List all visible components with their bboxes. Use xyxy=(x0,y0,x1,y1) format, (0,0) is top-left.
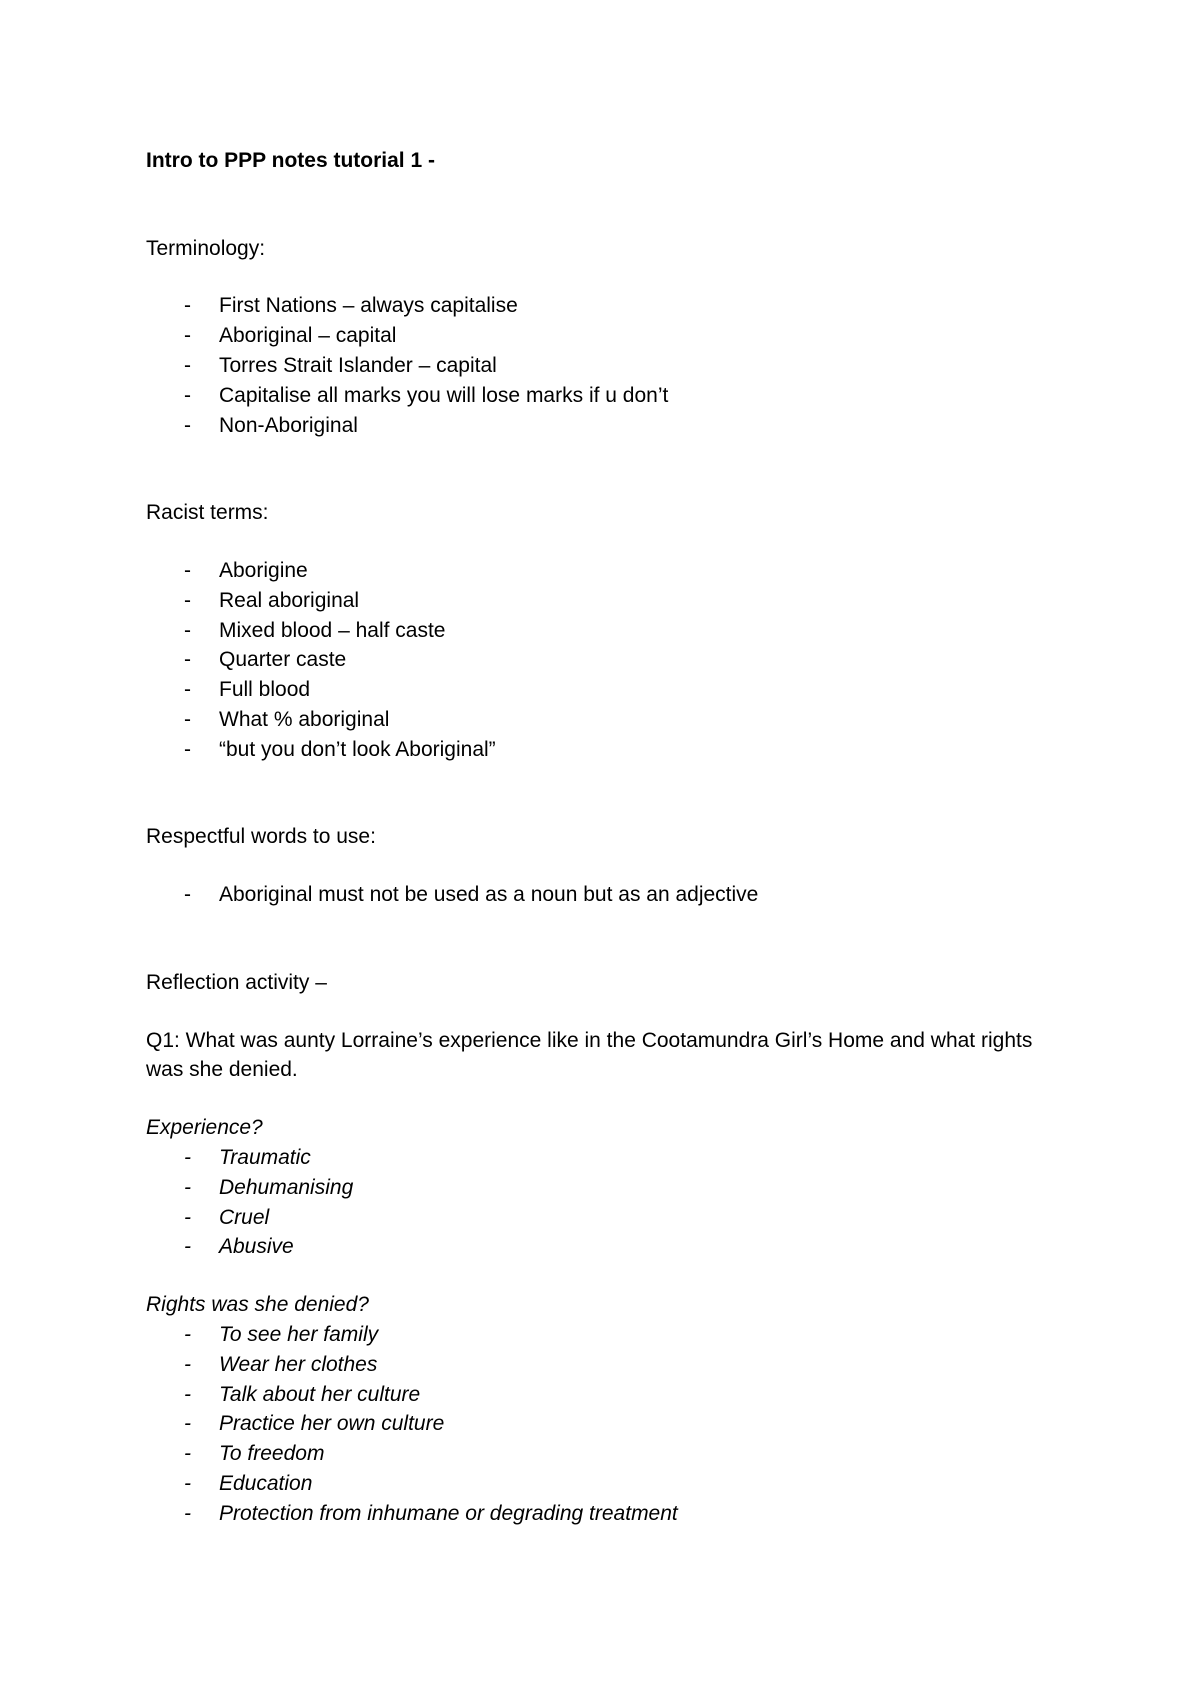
dash-bullet: - xyxy=(184,324,191,348)
dash-bullet: - xyxy=(184,413,191,437)
dash-bullet: - xyxy=(184,618,191,642)
reflection-question: Q1: What was aunty Lorraine’s experience like in the Cootamundra Girl’s Home and what rights was she denied. xyxy=(146,1028,1033,1082)
dash-bullet: - xyxy=(184,1322,191,1346)
list-item: - Traumatic xyxy=(146,1143,1066,1173)
dash-bullet: - xyxy=(184,1175,191,1199)
dash-bullet: - xyxy=(184,737,191,761)
dash-bullet: - xyxy=(184,1501,191,1525)
rights-heading: Rights was she denied? xyxy=(146,1293,369,1317)
experience-heading: Experience? xyxy=(146,1116,263,1140)
list-item: - Aborigine xyxy=(146,556,1066,586)
dash-bullet: - xyxy=(184,558,191,582)
terminology-list xyxy=(146,291,1066,440)
dash-bullet: - xyxy=(184,588,191,612)
dash-bullet: - xyxy=(184,383,191,407)
list-item: - Talk about her culture xyxy=(146,1380,1066,1410)
list-item: - Non-Aboriginal xyxy=(146,411,1066,441)
respectful-words-heading: Respectful words to use: xyxy=(146,825,376,849)
dash-bullet: - xyxy=(184,1382,191,1406)
dash-bullet: - xyxy=(184,353,191,377)
dash-bullet: - xyxy=(184,1412,191,1436)
terminology-heading: Terminology: xyxy=(146,236,266,260)
list-item: - Mixed blood – half caste xyxy=(146,616,1066,646)
racist-terms-heading: Racist terms: xyxy=(146,501,269,525)
dash-bullet: - xyxy=(184,883,191,907)
racist-terms-list xyxy=(146,556,1066,765)
dash-bullet: - xyxy=(184,1442,191,1466)
list-item: - Practice her own culture xyxy=(146,1409,1066,1439)
list-item: - Capitalise all marks you will lose marks if u don’t xyxy=(146,381,1066,411)
dash-bullet: - xyxy=(184,1471,191,1495)
list-item: - Full blood xyxy=(146,675,1066,705)
list-item: - First Nations – always capitalise xyxy=(146,291,1066,321)
list-item: - Protection from inhumane or degrading treatment xyxy=(146,1499,1066,1529)
list-item: - Dehumanising xyxy=(146,1173,1066,1203)
list-item: - Cruel xyxy=(146,1203,1066,1233)
reflection-heading: Reflection activity – xyxy=(146,970,327,994)
respectful-words-list xyxy=(146,880,1066,910)
list-item: - What % aboriginal xyxy=(146,705,1066,735)
list-item: - Torres Strait Islander – capital xyxy=(146,351,1066,381)
list-item: - To freedom xyxy=(146,1439,1066,1469)
list-item: - Education xyxy=(146,1469,1066,1499)
list-item: - Quarter caste xyxy=(146,645,1066,675)
list-item: - Aboriginal – capital xyxy=(146,321,1066,351)
document-content xyxy=(146,146,1066,1528)
list-item: - Abusive xyxy=(146,1232,1066,1262)
dash-bullet: - xyxy=(184,1205,191,1229)
dash-bullet: - xyxy=(184,1235,191,1259)
dash-bullet: - xyxy=(184,648,191,672)
rights-list xyxy=(146,1320,1066,1529)
list-item: - Aboriginal must not be used as a noun but as an adjective xyxy=(146,880,1066,910)
dash-bullet: - xyxy=(184,678,191,702)
list-item: - To see her family xyxy=(146,1320,1066,1350)
list-item: - Real aboriginal xyxy=(146,586,1066,616)
dash-bullet: - xyxy=(184,1352,191,1376)
experience-list xyxy=(146,1143,1066,1262)
list-item: - Wear her clothes xyxy=(146,1350,1066,1380)
dash-bullet: - xyxy=(184,1145,191,1169)
document-title: Intro to PPP notes tutorial 1 - xyxy=(146,149,435,172)
list-item: - “but you don’t look Aboriginal” xyxy=(146,735,1066,765)
dash-bullet: - xyxy=(184,294,191,318)
dash-bullet: - xyxy=(184,707,191,731)
